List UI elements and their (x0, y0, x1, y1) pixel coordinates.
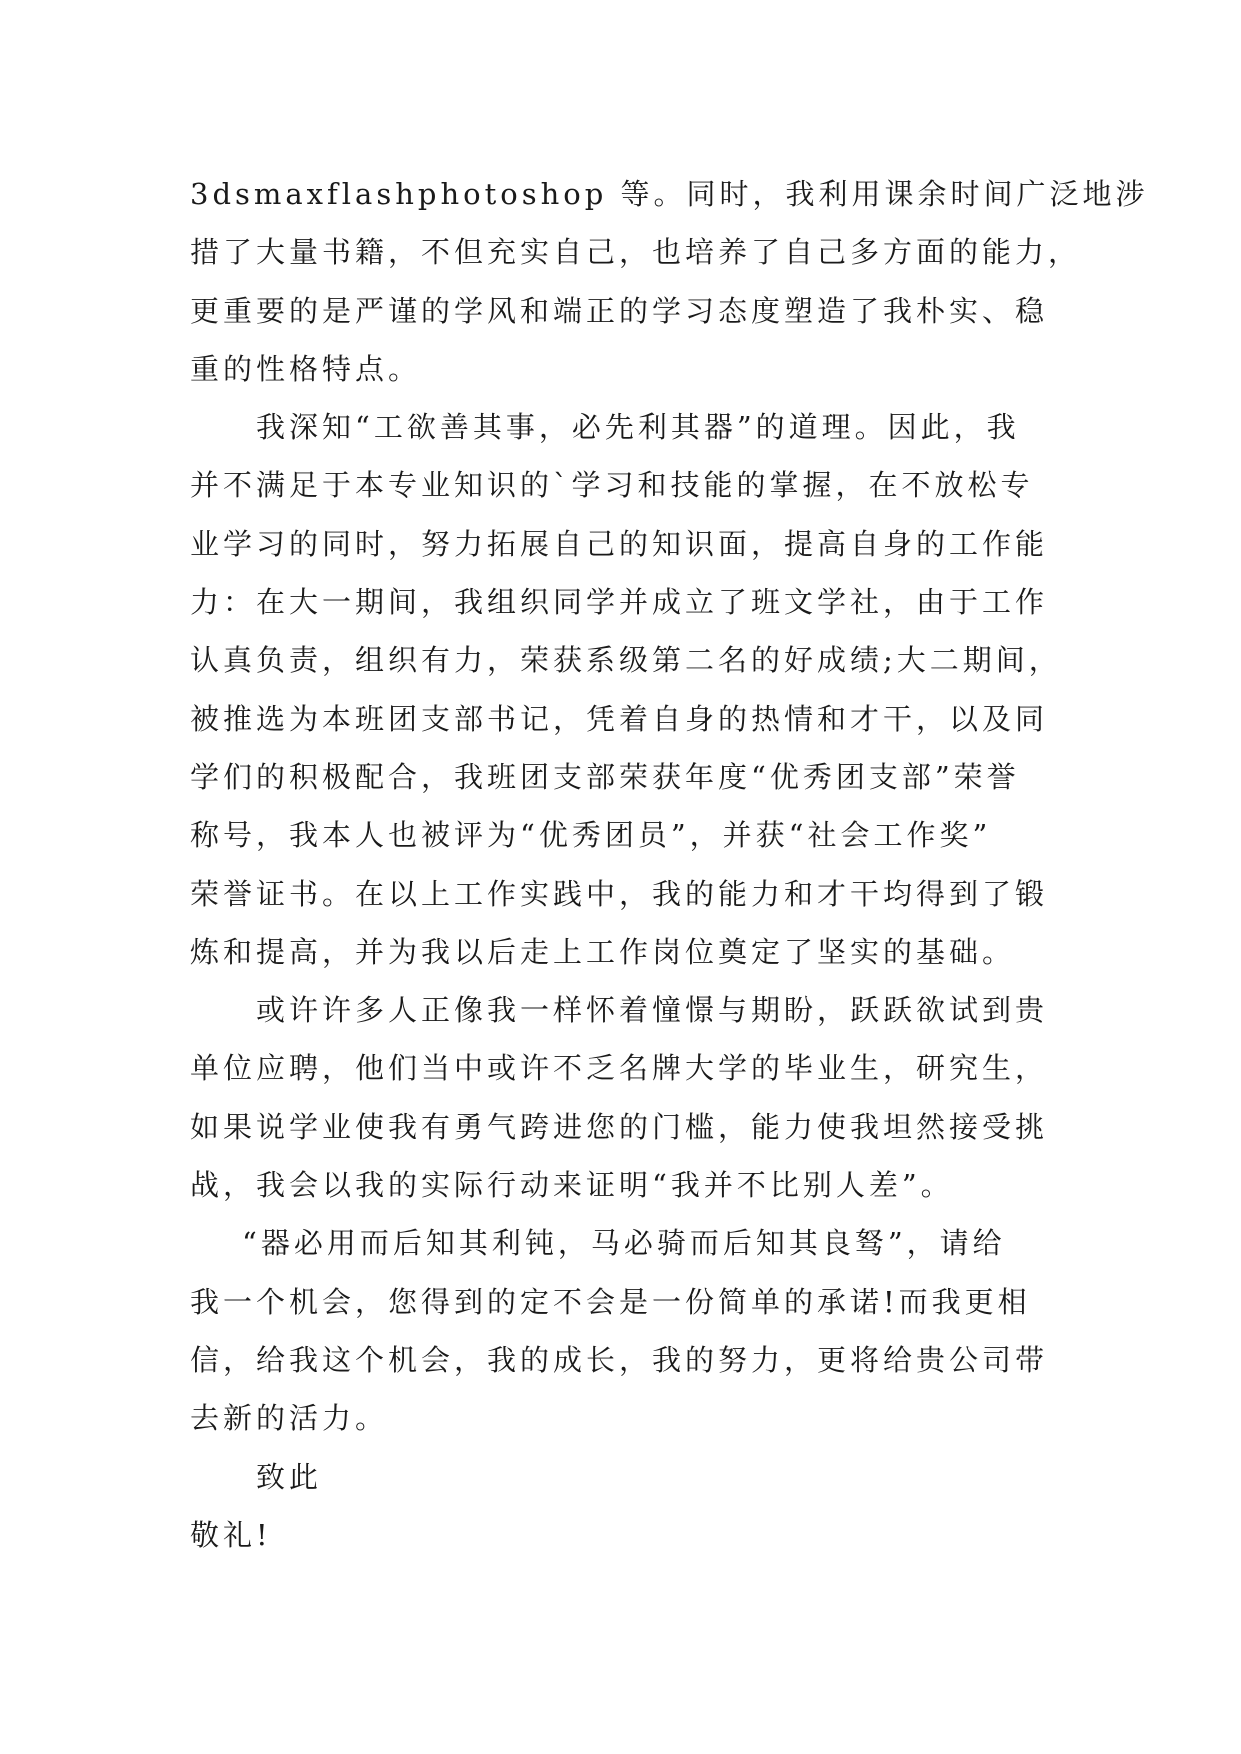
text-line: 战，我会以我的实际行动来证明“我并不比别人差”。 (190, 1168, 954, 1203)
salutation-line: 敬礼! (190, 1517, 272, 1552)
text-line: 被推选为本班团支部书记，凭着自身的热情和才干，以及同 (190, 701, 1049, 736)
paragraph-competition (190, 981, 1070, 1214)
text-line: 并不满足于本专业知识的`学习和技能的掌握，在不放松专 (190, 468, 1034, 503)
paragraph-request (190, 1214, 1070, 1447)
text-line: 荣誉证书。在以上工作实践中，我的能力和才干均得到了锻 (190, 876, 1049, 911)
text-line: 重的性格特点。 (190, 351, 422, 386)
text-line: 认真负责，组织有力，荣获系级第二名的好成绩;大二期间， (190, 643, 1062, 678)
text-line: 炼和提高，并为我以后走上工作岗位奠定了坚实的基础。 (190, 934, 1016, 969)
text-line: 更重要的是严谨的学风和端正的学习态度塑造了我朴实、稳 (190, 293, 1049, 328)
text-line: 去新的活力。 (190, 1401, 389, 1436)
text-line: 我深知“工欲善其事，必先利其器”的道理。因此，我 (256, 410, 1020, 445)
text-line: 业学习的同时，努力拓展自己的知识面，提高自身的工作能 (190, 526, 1049, 561)
text-line: 力：在大一期间，我组织同学并成立了班文学社，由于工作 (190, 585, 1049, 620)
paragraph-experience (190, 398, 1070, 981)
text-line: 信，给我这个机会，我的成长，我的努力，更将给贵公司带 (190, 1342, 1049, 1377)
text-line: 称号，我本人也被评为“优秀团员”，并获“社会工作奖” (190, 818, 992, 853)
text-line: 我一个机会，您得到的定不会是一份简单的承诺!而我更相 (190, 1284, 1031, 1319)
closing-line: 致此 (256, 1459, 323, 1494)
text-line: 措了大量书籍，不但充实自己，也培养了自己多方面的能力， (190, 235, 1082, 270)
text-line: 或许许多人正像我一样怀着憧憬与期盼，跃跃欲试到贵 (256, 993, 1049, 1028)
letter-body (190, 165, 1149, 1564)
text-line: 如果说学业使我有勇气跨进您的门槛，能力使我坦然接受挑 (190, 1109, 1049, 1144)
paragraph-skills (190, 165, 1149, 398)
text-line: “器必用而后知其利钝，马必骑而后知其良驽”，请给 (242, 1226, 1006, 1261)
text-line: 3dsmaxflashphotoshop 等。同时，我利用课余时间广泛地涉 (190, 177, 1149, 211)
text-line: 学们的积极配合，我班团支部荣获年度“优秀团支部”荣誉 (190, 759, 1020, 794)
text-line: 单位应聘，他们当中或许不乏名牌大学的毕业生，研究生， (190, 1051, 1049, 1086)
